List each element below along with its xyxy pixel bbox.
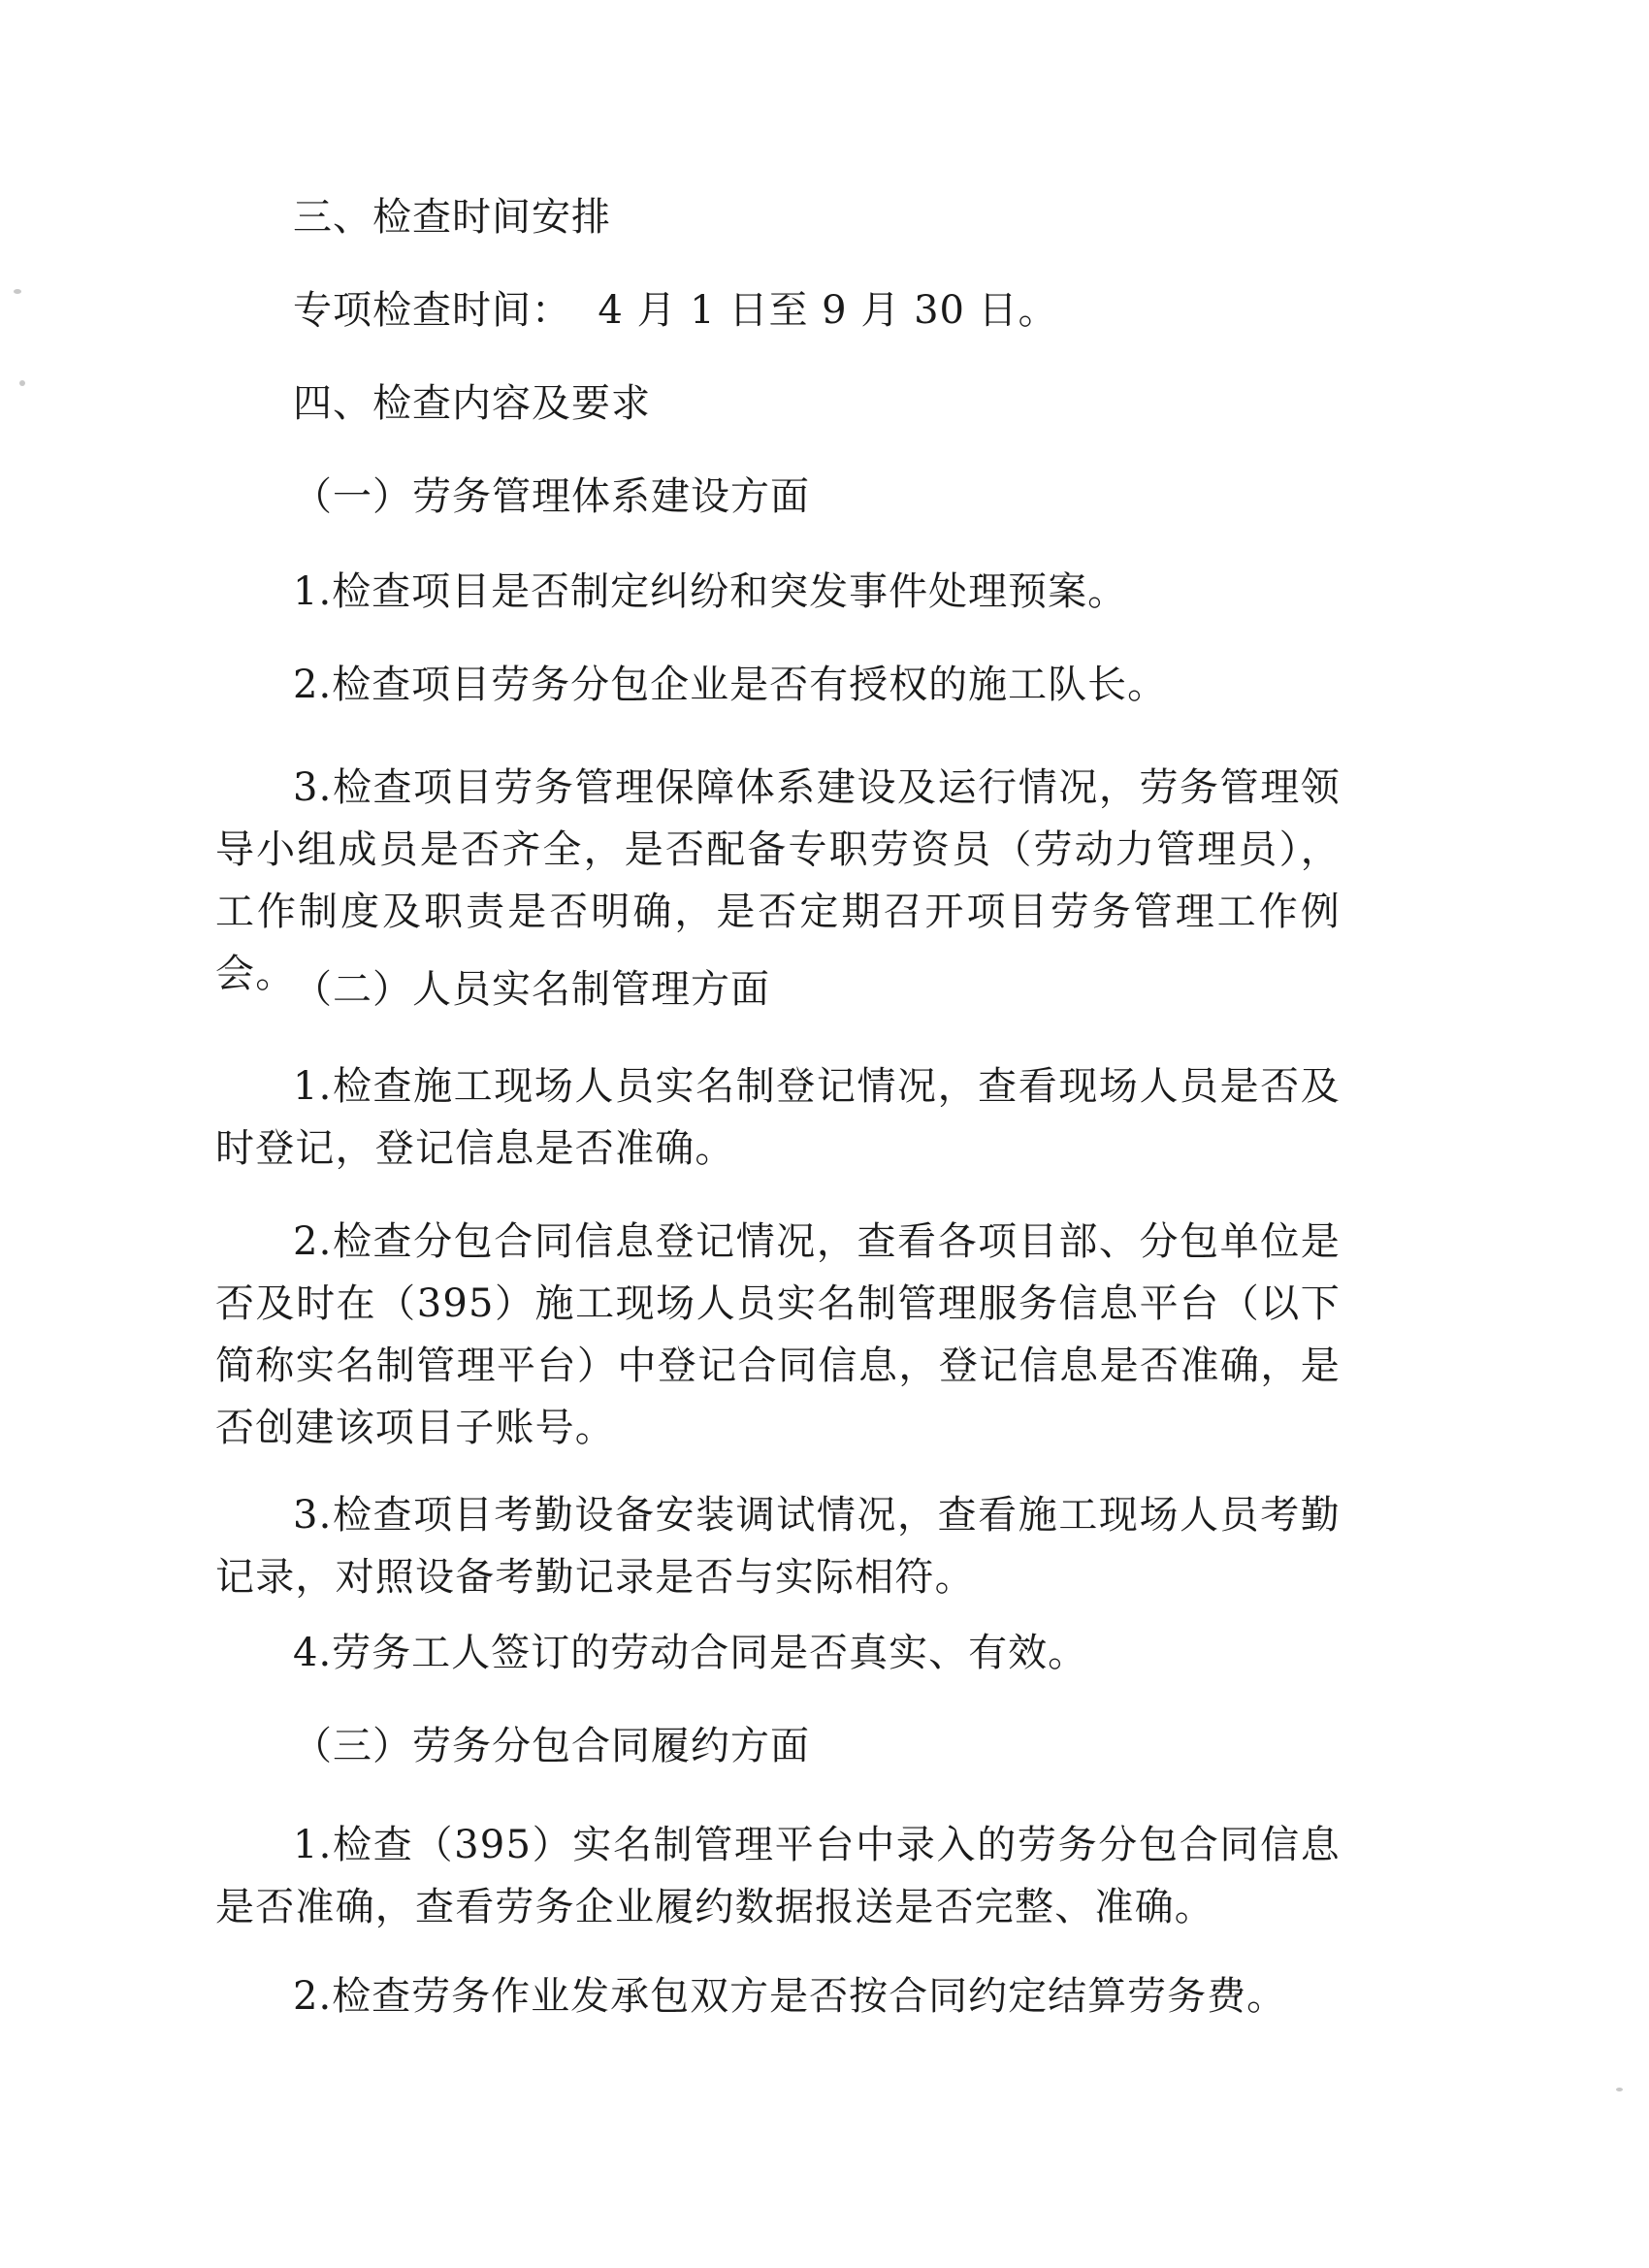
subsection-1-heading: （一）劳务管理体系建设方面: [293, 474, 810, 519]
subsection-2-item-4: 4.劳务工人签订的劳动合同是否真实、有效。: [293, 1631, 1088, 1675]
subsection-2-item-1: 1.检查施工现场人员实名制登记情况，查看现场人员是否及时登记，登记信息是否准确。: [215, 1064, 1341, 1171]
subsection-2-item-2: 2.检查分包合同信息登记情况，查看各项目部、分包单位是否及时在（395）施工现场人员实名制管理服务信息平台（以下简称实名制管理平台）中登记合同信息，登记信息是否准确，是否创建该项目子账号。: [215, 1219, 1341, 1450]
subsection-3-item-1: 1.检查（395）实名制管理平台中录入的劳务分包合同信息是否准确，查看劳务企业履约数据报送是否完整、准确。: [215, 1823, 1341, 1929]
scan-speck: [19, 380, 25, 386]
subsection-3-heading: （三）劳务分包合同履约方面: [293, 1724, 810, 1768]
subsection-1-item-3: 3.检查项目劳务管理保障体系建设及运行情况，劳务管理领导小组成员是否齐全，是否配备专职劳资员（劳动力管理员），工作制度及职责是否明确，是否定期召开项目劳务管理工作例会。: [215, 765, 1341, 996]
subsection-2-heading: （二）人员实名制管理方面: [293, 967, 770, 1012]
subsection-1-item-2: 2.检查项目劳务分包企业是否有授权的施工队长。: [293, 663, 1168, 707]
inspection-time: 专项检查时间： 4 月 1 日至 9 月 30 日。: [293, 288, 1058, 333]
scan-speck: [14, 289, 21, 294]
subsection-1-item-1: 1.检查项目是否制定纠纷和突发事件处理预案。: [293, 569, 1128, 614]
subsection-3-item-2: 2.检查劳务作业发承包双方是否按合同约定结算劳务费。: [293, 1974, 1287, 2019]
scan-speck: [1616, 2088, 1623, 2091]
subsection-2-item-3: 3.检查项目考勤设备安装调试情况，查看施工现场人员考勤记录，对照设备考勤记录是否与实际相符。: [215, 1493, 1341, 1600]
section-3-heading: 三、检查时间安排: [293, 195, 611, 240]
section-4-heading: 四、检查内容及要求: [293, 381, 651, 426]
